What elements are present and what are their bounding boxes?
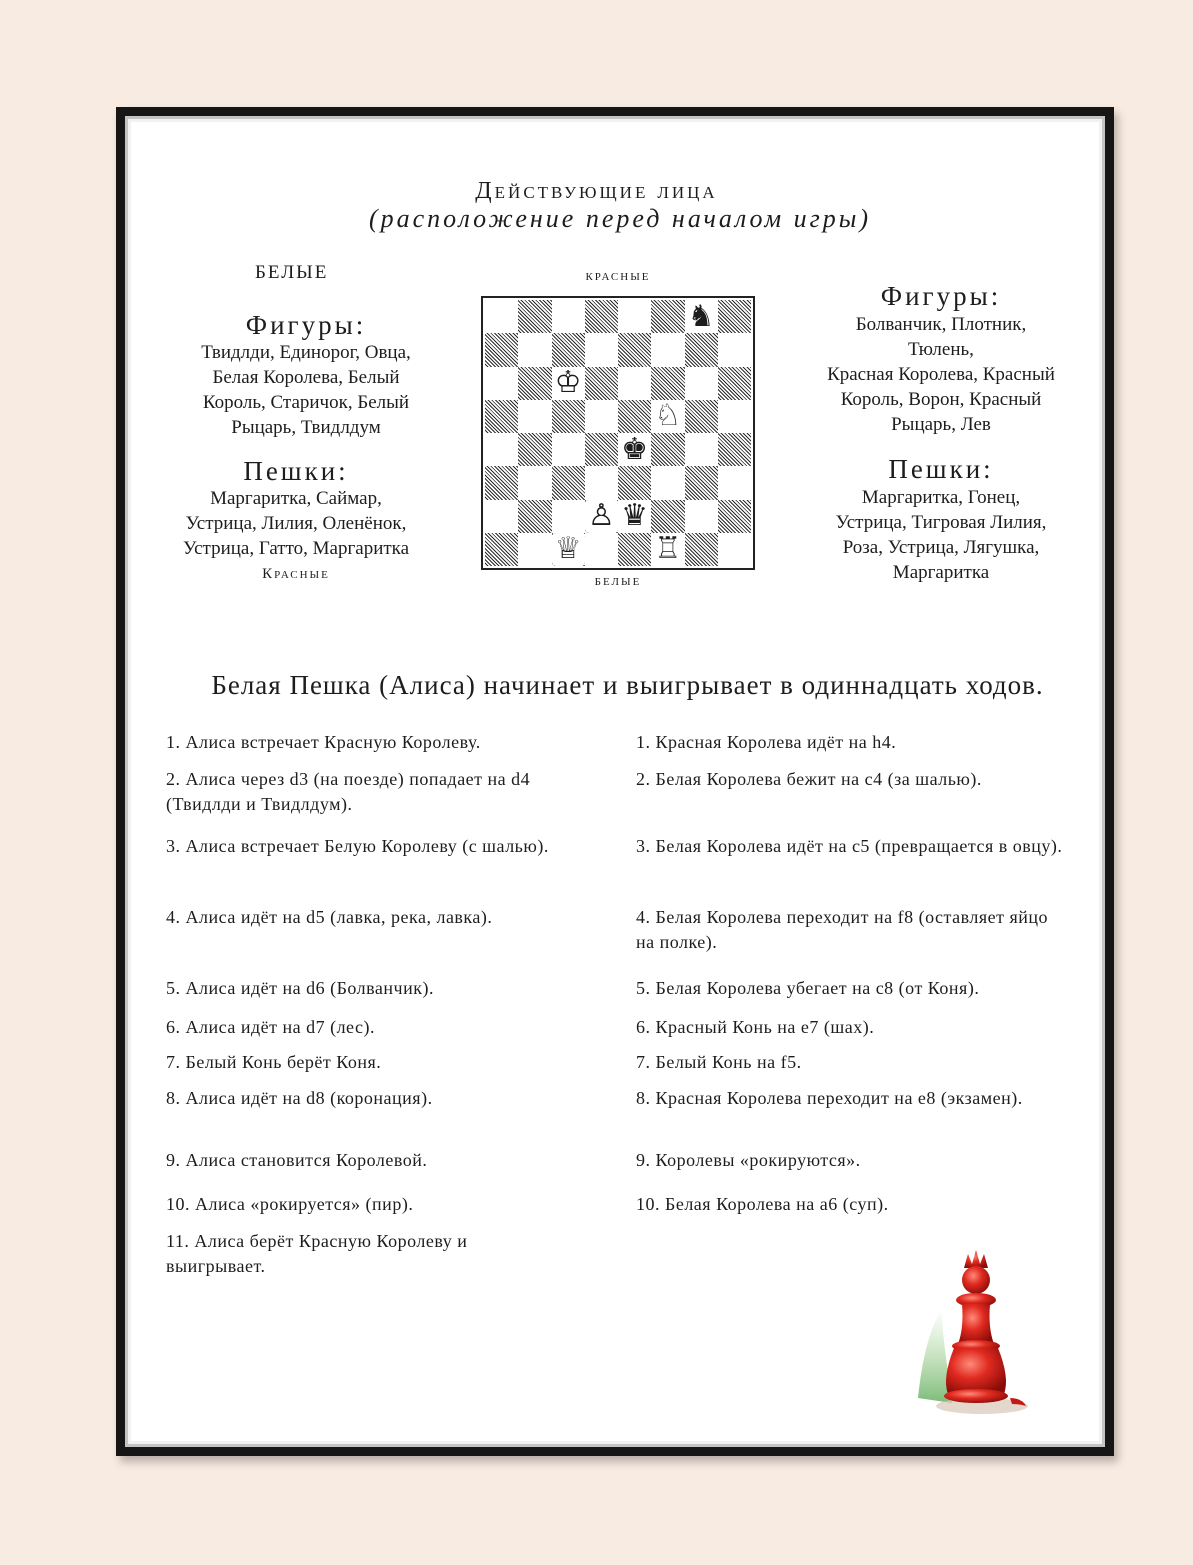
white-move-9: 9. Алиса становится Королевой. xyxy=(166,1150,428,1170)
board-square xyxy=(552,533,585,566)
white-pawns-list: Маргаритка, Саймар, Устрица, Лилия, Оленёнок, Устрица, Гатто, Маргаритка xyxy=(182,488,410,559)
board-square xyxy=(518,333,551,366)
board-grid xyxy=(485,300,751,566)
chess-board xyxy=(481,296,755,570)
board-square xyxy=(485,333,518,366)
left-column-footer: Красные xyxy=(262,566,330,582)
white-knight-icon: ♘ xyxy=(651,400,684,433)
board-square xyxy=(685,367,718,400)
board-square xyxy=(518,300,551,333)
board-square xyxy=(518,367,551,400)
board-square xyxy=(685,533,718,566)
board-square xyxy=(651,367,684,400)
board-square xyxy=(518,466,551,499)
board-square xyxy=(485,533,518,566)
board-square xyxy=(651,433,684,466)
board-square xyxy=(552,333,585,366)
board-square xyxy=(685,433,718,466)
board-square xyxy=(685,300,718,333)
board-top-label: КРАСНЫЕ xyxy=(585,271,651,283)
page-title: Действующие лица xyxy=(475,178,718,204)
board-square xyxy=(618,433,651,466)
board-square xyxy=(685,333,718,366)
board-square xyxy=(485,367,518,400)
board-square xyxy=(651,333,684,366)
red-move-9: 9. Королевы «рокируются». xyxy=(636,1150,861,1170)
red-pieces-title: Фигуры: xyxy=(880,281,1002,311)
white-move-5: 5. Алиса идёт на d6 (Болванчик). xyxy=(166,978,434,998)
board-square xyxy=(718,533,751,566)
board-square xyxy=(552,466,585,499)
board-square xyxy=(518,433,551,466)
black-king-icon: ♚ xyxy=(618,433,651,466)
red-move-4: 4. Белая Королева переходит на f8 (оставляет яйцо на полке). xyxy=(636,907,1049,952)
red-queen-illustration xyxy=(912,1248,1032,1418)
red-move-2: 2. Белая Королева бежит на c4 (за шалью). xyxy=(636,769,982,789)
board-square xyxy=(718,400,751,433)
board-square xyxy=(618,500,651,533)
board-square xyxy=(618,400,651,433)
board-square xyxy=(618,333,651,366)
board-square xyxy=(718,500,751,533)
white-move-2: 2. Алиса через d3 (на поезде) попадает на d4 (Твидлди и Твидлдум). xyxy=(166,769,531,814)
red-move-6: 6. Красный Конь на e7 (шах). xyxy=(636,1017,875,1037)
white-pawn-icon: ♙ xyxy=(585,500,618,533)
board-square xyxy=(518,533,551,566)
white-king-icon: ♔ xyxy=(552,367,585,400)
red-move-3: 3. Белая Королева идёт на c5 (превращается в овцу). xyxy=(636,836,1063,856)
board-square xyxy=(718,300,751,333)
red-move-7: 7. Белый Конь на f5. xyxy=(636,1052,802,1072)
board-square xyxy=(718,466,751,499)
white-rook-icon: ♖ xyxy=(651,533,684,566)
white-move-4: 4. Алиса идёт на d5 (лавка, река, лавка). xyxy=(166,907,493,927)
game-headline: Белая Пешка (Алиса) начинает и выигрывает в одиннадцать ходов. xyxy=(211,670,1044,700)
board-square xyxy=(552,367,585,400)
white-move-8: 8. Алиса идёт на d8 (коронация). xyxy=(166,1088,433,1108)
board-square xyxy=(585,367,618,400)
board-square xyxy=(618,533,651,566)
board-square xyxy=(485,500,518,533)
board-square xyxy=(651,533,684,566)
board-square xyxy=(518,500,551,533)
red-move-8: 8. Красная Королева переходит на e8 (экзамен). xyxy=(636,1088,1023,1108)
red-move-5: 5. Белая Королева убегает на c8 (от Коня). xyxy=(636,978,980,998)
board-square xyxy=(485,433,518,466)
board-square xyxy=(585,300,618,333)
white-move-6: 6. Алиса идёт на d7 (лес). xyxy=(166,1017,375,1037)
red-pieces-list: Болванчик, Плотник, Тюлень, Красная Королева, Красный Король, Ворон, Красный Рыцарь, Лев xyxy=(827,314,1055,435)
board-square xyxy=(618,300,651,333)
red-move-1: 1. Красная Королева идёт на h4. xyxy=(636,732,897,752)
board-square xyxy=(618,466,651,499)
red-pawns-list: Маргаритка, Гонец, Устрица, Тигровая Лилия, Роза, Устрица, Лягушка, Маргаритка xyxy=(835,487,1047,583)
board-square xyxy=(651,466,684,499)
red-move-10: 10. Белая Королева на a6 (суп). xyxy=(636,1194,889,1214)
board-square xyxy=(685,500,718,533)
white-move-1: 1. Алиса встречает Красную Королеву. xyxy=(166,732,481,752)
white-move-10: 10. Алиса «рокируется» (пир). xyxy=(166,1194,414,1214)
board-square xyxy=(651,500,684,533)
board-square xyxy=(552,433,585,466)
black-queen-icon: ♛ xyxy=(618,500,651,533)
board-square xyxy=(485,466,518,499)
board-square xyxy=(585,466,618,499)
board-square xyxy=(718,433,751,466)
white-pieces-list: Твидлди, Единорог, Овца, Белая Королева, Белый Король, Старичок, Белый Рыцарь, Твидлдум xyxy=(201,342,411,438)
white-queen-icon: ♕ xyxy=(552,533,585,566)
board-square xyxy=(685,466,718,499)
board-square xyxy=(552,500,585,533)
white-pawns-title: Пешки: xyxy=(243,456,349,486)
board-square xyxy=(718,367,751,400)
red-pawns-title: Пешки: xyxy=(888,454,994,484)
board-square xyxy=(518,400,551,433)
white-move-3: 3. Алиса встречает Белую Королеву (с шалью). xyxy=(166,836,549,856)
board-square xyxy=(585,433,618,466)
white-pieces-title: Фигуры: xyxy=(245,310,367,340)
board-square xyxy=(685,400,718,433)
white-move-11: 11. Алиса берёт Красную Королеву и выигрывает. xyxy=(166,1231,468,1276)
board-square xyxy=(585,333,618,366)
board-square xyxy=(651,300,684,333)
black-knight-icon: ♞ xyxy=(685,300,718,333)
board-square xyxy=(585,533,618,566)
board-bottom-label: БЕЛЫЕ xyxy=(594,576,642,588)
board-square xyxy=(651,400,684,433)
board-square xyxy=(718,333,751,366)
page-subtitle: (расположение перед началом игры) xyxy=(368,204,872,233)
white-move-7: 7. Белый Конь берёт Коня. xyxy=(166,1052,382,1072)
board-square xyxy=(618,367,651,400)
board-square xyxy=(552,300,585,333)
white-side-label: БЕЛЫЕ xyxy=(255,262,329,283)
board-square xyxy=(485,400,518,433)
board-square xyxy=(485,300,518,333)
board-square xyxy=(585,500,618,533)
board-square xyxy=(585,400,618,433)
board-square xyxy=(552,400,585,433)
